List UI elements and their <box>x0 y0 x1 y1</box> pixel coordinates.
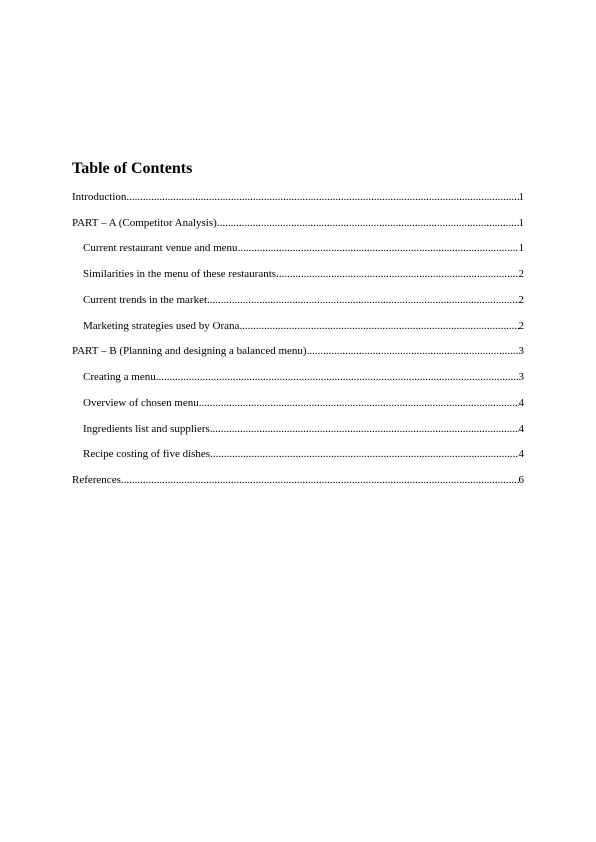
toc-page-number: 3 <box>518 371 524 383</box>
toc-page-number: 4 <box>518 422 524 435</box>
toc-entry-label: Ingredients list and suppliers <box>83 422 210 435</box>
toc-dot-leader <box>199 397 519 410</box>
toc-entry-part-a[interactable] <box>72 210 524 236</box>
toc-entry-part-b[interactable] <box>72 339 524 365</box>
toc-entry-recipe-costing[interactable] <box>72 442 524 468</box>
toc-entry-label: Overview of chosen menu <box>83 396 199 409</box>
toc-dot-leader <box>217 217 519 230</box>
toc-entry-current-restaurant-venue[interactable] <box>72 236 524 262</box>
toc-entry-label: Recipe costing of five dishes <box>83 448 211 461</box>
toc-page-number: 1 <box>518 216 524 229</box>
toc-entry-creating-a-menu[interactable] <box>72 364 524 390</box>
toc-title: Table of Contents <box>72 160 193 177</box>
toc-entry-label: Marketing strategies used by Orana <box>83 319 240 332</box>
toc-page-number: 4 <box>518 396 524 409</box>
toc-dot-leader <box>210 448 518 461</box>
toc-page-number: 1 <box>518 242 524 255</box>
toc-entry-introduction[interactable] <box>72 184 524 210</box>
toc-entry-overview-of-chosen-menu[interactable] <box>72 390 524 416</box>
toc-entry-label: Creating a menu <box>83 371 156 383</box>
toc-dot-leader <box>156 371 519 384</box>
toc-entry-references[interactable] <box>72 467 524 493</box>
toc-page-number: 1 <box>518 190 524 203</box>
toc-page-number: 2 <box>518 293 524 306</box>
toc-entry-label: Current restaurant venue and menu <box>83 242 238 255</box>
table-of-contents <box>72 184 524 493</box>
toc-entry-label: Similarities in the menu of these restaurants <box>83 268 277 280</box>
toc-entry-current-trends[interactable] <box>72 287 524 313</box>
toc-entry-label: Current trends in the market <box>83 293 208 306</box>
toc-dot-leader <box>276 268 518 281</box>
toc-entry-marketing-strategies[interactable] <box>72 313 524 339</box>
toc-dot-leader <box>207 294 518 307</box>
toc-dot-leader <box>238 242 519 255</box>
toc-page-number: 4 <box>518 448 524 461</box>
toc-dot-leader <box>121 474 519 487</box>
toc-page-number: 3 <box>518 345 524 358</box>
toc-page-number: 2 <box>518 319 524 332</box>
toc-entry-label: PART – A (Competitor Analysis) <box>72 216 217 229</box>
toc-entry-similarities[interactable] <box>72 261 524 287</box>
toc-entry-label: References <box>72 474 121 486</box>
toc-dot-leader <box>307 345 519 358</box>
toc-entry-ingredients-list[interactable] <box>72 416 524 442</box>
toc-page-number: 6 <box>518 474 524 486</box>
toc-page-number: 2 <box>518 268 524 280</box>
toc-entry-label: Introduction <box>72 190 127 203</box>
toc-dot-leader <box>210 423 519 436</box>
toc-dot-leader <box>126 191 518 204</box>
toc-dot-leader <box>239 320 518 333</box>
toc-entry-label: PART – B (Planning and designing a balanced menu) <box>72 345 307 358</box>
